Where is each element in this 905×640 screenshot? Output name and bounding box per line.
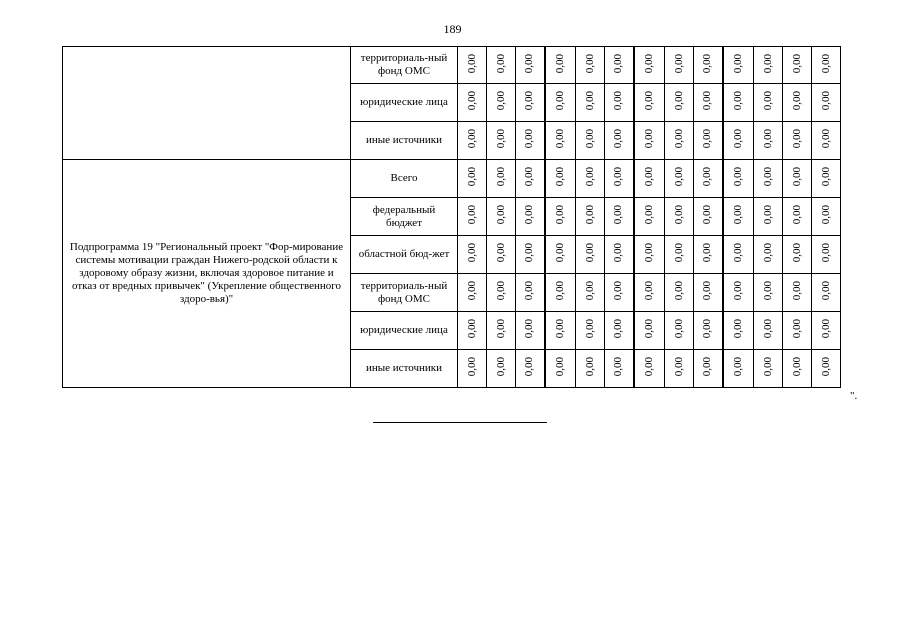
value-cell [812, 274, 841, 312]
value-cell [634, 312, 665, 350]
value-cell [605, 84, 634, 122]
value-text: 0,00 [642, 129, 655, 149]
value-text: 0,00 [612, 91, 625, 111]
funding-source-cell: федеральный бюджет [351, 198, 458, 236]
value-text: 0,00 [523, 53, 536, 74]
value-text: 0,00 [523, 319, 536, 339]
value-cell [487, 236, 516, 274]
value-text: 0,00 [583, 53, 596, 74]
value-cell [576, 198, 605, 236]
value-cell [694, 236, 723, 274]
value-cell [665, 160, 694, 198]
value-cell [812, 47, 841, 84]
value-cell [754, 198, 783, 236]
value-cell [545, 236, 576, 274]
value-cell [605, 122, 634, 160]
value-cell [723, 47, 754, 84]
value-cell [487, 122, 516, 160]
value-text: 0,00 [819, 319, 832, 339]
funding-source-cell: территориаль-ный фонд ОМС [351, 274, 458, 312]
value-text: 0,00 [761, 319, 774, 339]
value-cell [458, 122, 487, 160]
value-cell [576, 236, 605, 274]
value-cell [545, 274, 576, 312]
value-text: 0,00 [523, 167, 536, 187]
value-text: 0,00 [642, 205, 655, 225]
value-cell [487, 274, 516, 312]
funding-source-cell: территориаль-ный фонд ОМС [351, 47, 458, 84]
value-text: 0,00 [583, 205, 596, 225]
value-text: 0,00 [465, 53, 478, 74]
value-text: 0,00 [701, 319, 714, 339]
value-text: 0,00 [790, 281, 803, 301]
value-text: 0,00 [494, 319, 507, 339]
value-cell [665, 198, 694, 236]
value-text: 0,00 [672, 281, 685, 301]
value-text: 0,00 [672, 243, 685, 263]
subprogram-title-cell: Подпрограмма 19 "Региональный проект "Фор-мирование системы мотивации граждан Нижего-родской области к здоровому образу жизни, включая здоровое питание и отказ от вредных привычек" (Укрепление общественного здоро-вья)" [63, 160, 351, 388]
value-text: 0,00 [790, 205, 803, 225]
value-cell [634, 350, 665, 388]
value-cell [458, 312, 487, 350]
value-cell [634, 122, 665, 160]
value-cell [576, 122, 605, 160]
value-cell [516, 160, 545, 198]
value-text: 0,00 [672, 319, 685, 339]
value-text: 0,00 [583, 243, 596, 263]
value-text: 0,00 [523, 357, 536, 377]
value-cell [487, 84, 516, 122]
value-text: 0,00 [701, 281, 714, 301]
value-text: 0,00 [553, 129, 566, 149]
value-cell [723, 160, 754, 198]
value-text: 0,00 [731, 53, 744, 74]
value-cell [487, 198, 516, 236]
value-text: 0,00 [583, 319, 596, 339]
value-text: 0,00 [819, 281, 832, 301]
value-cell [812, 350, 841, 388]
value-cell [487, 47, 516, 84]
value-cell [665, 274, 694, 312]
value-text: 0,00 [642, 243, 655, 263]
value-cell [605, 198, 634, 236]
subprogram-cell-empty [63, 47, 351, 160]
value-text: 0,00 [642, 53, 655, 74]
value-cell [634, 160, 665, 198]
value-text: 0,00 [672, 167, 685, 187]
value-cell [545, 198, 576, 236]
value-text: 0,00 [553, 357, 566, 377]
value-cell [723, 236, 754, 274]
value-text: 0,00 [790, 243, 803, 263]
value-cell [723, 84, 754, 122]
value-text: 0,00 [494, 53, 507, 74]
footer-rule [373, 422, 547, 423]
value-cell [487, 312, 516, 350]
value-text: 0,00 [701, 205, 714, 225]
value-cell [754, 236, 783, 274]
value-text: 0,00 [612, 205, 625, 225]
value-cell [723, 350, 754, 388]
table-body [63, 47, 841, 388]
value-cell [754, 312, 783, 350]
funding-source-cell: иные источники [351, 350, 458, 388]
value-cell [458, 236, 487, 274]
value-text: 0,00 [790, 91, 803, 111]
value-cell [634, 198, 665, 236]
value-text: 0,00 [465, 167, 478, 187]
value-text: 0,00 [523, 129, 536, 149]
value-cell [516, 122, 545, 160]
value-text: 0,00 [819, 129, 832, 149]
value-cell [545, 312, 576, 350]
value-text: 0,00 [819, 243, 832, 263]
value-text: 0,00 [819, 53, 832, 74]
value-cell [783, 274, 812, 312]
value-text: 0,00 [731, 205, 744, 225]
value-text: 0,00 [701, 53, 714, 74]
value-text: 0,00 [612, 53, 625, 74]
value-text: 0,00 [642, 91, 655, 111]
value-cell [723, 198, 754, 236]
value-cell [516, 47, 545, 84]
value-text: 0,00 [761, 129, 774, 149]
value-cell [605, 160, 634, 198]
value-text: 0,00 [701, 91, 714, 111]
value-cell [516, 274, 545, 312]
value-text: 0,00 [672, 129, 685, 149]
value-cell [458, 274, 487, 312]
value-text: 0,00 [790, 53, 803, 74]
value-text: 0,00 [494, 91, 507, 111]
value-cell [605, 47, 634, 84]
value-cell [665, 312, 694, 350]
value-cell [516, 350, 545, 388]
value-cell [694, 350, 723, 388]
value-cell [458, 350, 487, 388]
value-text: 0,00 [523, 281, 536, 301]
funding-table [62, 46, 841, 388]
value-cell [665, 47, 694, 84]
value-text: 0,00 [731, 357, 744, 377]
value-cell [783, 160, 812, 198]
value-text: 0,00 [553, 205, 566, 225]
value-text: 0,00 [583, 91, 596, 111]
value-cell [634, 274, 665, 312]
value-text: 0,00 [761, 281, 774, 301]
value-text: 0,00 [494, 205, 507, 225]
page-number: 189 [443, 22, 462, 36]
value-cell [605, 274, 634, 312]
value-cell [754, 350, 783, 388]
value-cell [812, 122, 841, 160]
value-text: 0,00 [494, 281, 507, 301]
value-text: 0,00 [672, 357, 685, 377]
funding-source-cell: областной бюд-жет [351, 236, 458, 274]
value-cell [694, 160, 723, 198]
value-text: 0,00 [701, 129, 714, 149]
value-text: 0,00 [672, 91, 685, 111]
value-text: 0,00 [761, 357, 774, 377]
value-text: 0,00 [553, 91, 566, 111]
value-text: 0,00 [553, 281, 566, 301]
value-text: 0,00 [583, 167, 596, 187]
value-text: 0,00 [731, 319, 744, 339]
value-text: 0,00 [790, 129, 803, 149]
value-text: 0,00 [523, 243, 536, 263]
value-cell [458, 84, 487, 122]
value-cell [458, 47, 487, 84]
value-text: 0,00 [494, 129, 507, 149]
value-text: 0,00 [819, 357, 832, 377]
value-cell [812, 84, 841, 122]
value-cell [723, 312, 754, 350]
value-cell [516, 312, 545, 350]
value-cell [487, 350, 516, 388]
value-cell [723, 274, 754, 312]
value-cell [812, 236, 841, 274]
value-text: 0,00 [731, 167, 744, 187]
value-text: 0,00 [583, 129, 596, 149]
value-text: 0,00 [612, 357, 625, 377]
value-text: 0,00 [465, 91, 478, 111]
value-cell [754, 160, 783, 198]
value-cell [516, 236, 545, 274]
table-row [63, 160, 841, 198]
value-text: 0,00 [761, 167, 774, 187]
value-cell [545, 122, 576, 160]
value-text: 0,00 [494, 167, 507, 187]
value-cell [516, 198, 545, 236]
value-cell [665, 236, 694, 274]
funding-source-cell: юридические лица [351, 312, 458, 350]
value-cell [812, 198, 841, 236]
value-text: 0,00 [553, 319, 566, 339]
value-text: 0,00 [583, 281, 596, 301]
funding-source-cell: Всего [351, 160, 458, 198]
value-cell [634, 84, 665, 122]
value-text: 0,00 [731, 91, 744, 111]
value-cell [665, 350, 694, 388]
value-text: 0,00 [465, 243, 478, 263]
value-text: 0,00 [642, 357, 655, 377]
value-cell [487, 160, 516, 198]
value-text: 0,00 [761, 53, 774, 74]
value-text: 0,00 [465, 281, 478, 301]
value-text: 0,00 [465, 319, 478, 339]
value-text: 0,00 [553, 167, 566, 187]
value-cell [545, 350, 576, 388]
value-text: 0,00 [731, 129, 744, 149]
value-text: 0,00 [790, 167, 803, 187]
value-text: 0,00 [612, 129, 625, 149]
value-text: 0,00 [731, 281, 744, 301]
value-cell [694, 84, 723, 122]
value-cell [812, 160, 841, 198]
value-text: 0,00 [465, 357, 478, 377]
value-text: 0,00 [761, 243, 774, 263]
value-text: 0,00 [642, 319, 655, 339]
value-cell [634, 47, 665, 84]
value-text: 0,00 [672, 53, 685, 74]
value-text: 0,00 [612, 281, 625, 301]
table-row [63, 47, 841, 84]
value-text: 0,00 [701, 167, 714, 187]
value-cell [665, 122, 694, 160]
value-cell [754, 47, 783, 84]
value-cell [634, 236, 665, 274]
value-cell [665, 84, 694, 122]
value-text: 0,00 [642, 281, 655, 301]
value-cell [694, 312, 723, 350]
value-text: 0,00 [523, 91, 536, 111]
value-cell [783, 312, 812, 350]
funding-source-cell: юридические лица [351, 84, 458, 122]
value-text: 0,00 [672, 205, 685, 225]
value-cell [783, 122, 812, 160]
value-cell [545, 84, 576, 122]
value-cell [783, 350, 812, 388]
value-cell [694, 47, 723, 84]
value-cell [754, 274, 783, 312]
value-text: 0,00 [612, 243, 625, 263]
value-text: 0,00 [731, 243, 744, 263]
value-text: 0,00 [612, 167, 625, 187]
value-cell [576, 160, 605, 198]
closing-quote: ". [850, 390, 858, 402]
value-text: 0,00 [494, 357, 507, 377]
value-cell [576, 84, 605, 122]
value-text: 0,00 [819, 205, 832, 225]
value-cell [605, 236, 634, 274]
value-text: 0,00 [761, 205, 774, 225]
value-cell [605, 350, 634, 388]
value-cell [754, 84, 783, 122]
funding-source-cell: иные источники [351, 122, 458, 160]
value-text: 0,00 [465, 129, 478, 149]
value-cell [783, 198, 812, 236]
value-cell [605, 312, 634, 350]
value-text: 0,00 [701, 243, 714, 263]
value-cell [694, 274, 723, 312]
value-text: 0,00 [494, 243, 507, 263]
value-text: 0,00 [553, 53, 566, 74]
value-cell [783, 84, 812, 122]
value-cell [754, 122, 783, 160]
value-cell [783, 236, 812, 274]
value-text: 0,00 [612, 319, 625, 339]
value-text: 0,00 [790, 319, 803, 339]
value-text: 0,00 [583, 357, 596, 377]
value-text: 0,00 [553, 243, 566, 263]
value-cell [458, 198, 487, 236]
value-cell [783, 47, 812, 84]
value-cell [812, 312, 841, 350]
value-cell [458, 160, 487, 198]
value-text: 0,00 [523, 205, 536, 225]
value-cell [545, 47, 576, 84]
value-cell [545, 160, 576, 198]
value-text: 0,00 [701, 357, 714, 377]
value-text: 0,00 [465, 205, 478, 225]
value-cell [576, 47, 605, 84]
value-cell [516, 84, 545, 122]
value-text: 0,00 [819, 167, 832, 187]
value-cell [694, 122, 723, 160]
value-cell [576, 274, 605, 312]
value-cell [694, 198, 723, 236]
value-text: 0,00 [761, 91, 774, 111]
value-text: 0,00 [642, 167, 655, 187]
value-text: 0,00 [819, 91, 832, 111]
value-text: 0,00 [790, 357, 803, 377]
value-cell [723, 122, 754, 160]
value-cell [576, 312, 605, 350]
value-cell [576, 350, 605, 388]
